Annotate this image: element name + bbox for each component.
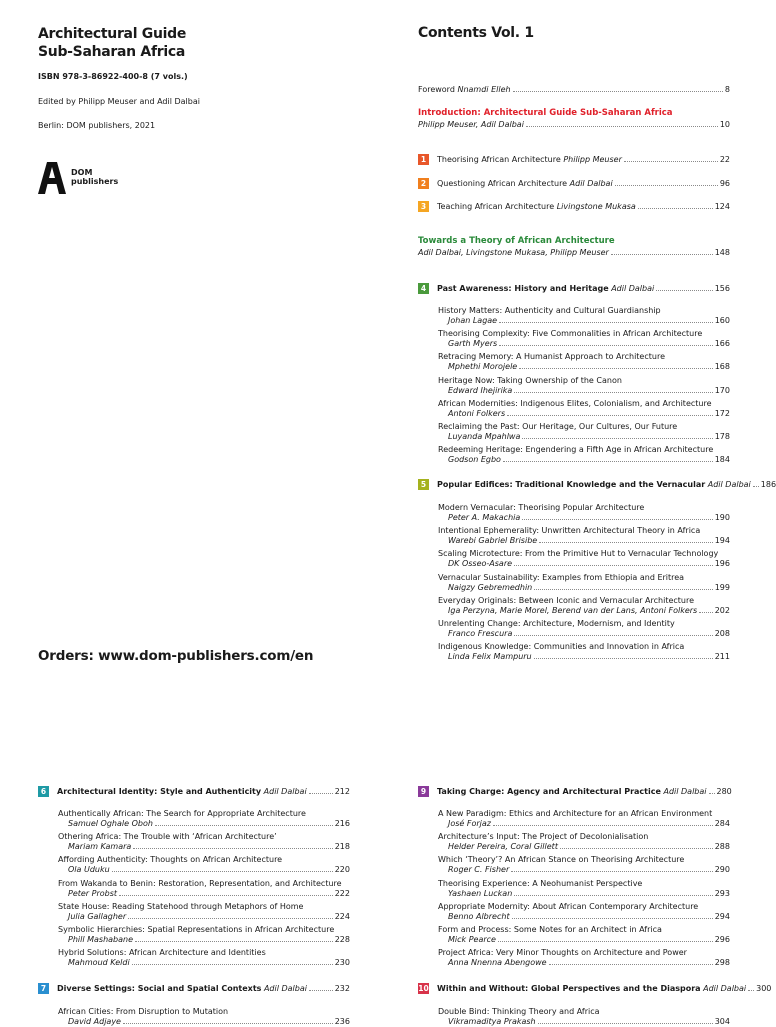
chapter-author: Adil Dalbai bbox=[707, 480, 751, 489]
dot-leader bbox=[514, 889, 712, 896]
page-number: 236 bbox=[334, 1017, 350, 1026]
toc-chapter-5[interactable] bbox=[418, 479, 776, 490]
page-number: 224 bbox=[334, 911, 350, 921]
article-author: DK Osseo-Asare bbox=[448, 559, 513, 569]
logo-text-dom: DOM bbox=[71, 168, 93, 177]
chapter-title: Diverse Settings: Social and Spatial Contexts bbox=[57, 984, 262, 993]
page-number: 170 bbox=[714, 385, 730, 395]
dot-leader bbox=[514, 386, 712, 393]
page-number: 190 bbox=[714, 513, 730, 522]
page-number: 228 bbox=[334, 935, 350, 944]
page-number: 184 bbox=[714, 455, 730, 465]
article-author: Mphethi Morojele bbox=[448, 362, 518, 372]
dot-leader bbox=[493, 819, 713, 826]
chapter-author: Adil Dalbai bbox=[263, 787, 307, 796]
page-number: 168 bbox=[714, 362, 730, 372]
chapter-text bbox=[437, 480, 751, 490]
dot-leader bbox=[511, 865, 712, 872]
isbn: ISBN 978-3-86922-400-8 (7 vols.) bbox=[38, 72, 188, 81]
chapter-author: Livingstone Mukasa bbox=[556, 202, 636, 211]
article-title[interactable]: Affording Authenticity: Thoughts on African Architecture bbox=[58, 855, 283, 865]
article-author: Samuel Oghale Oboh bbox=[68, 819, 153, 828]
chapter-title: Architectural Identity: Style and Authenticity bbox=[57, 787, 262, 796]
chapter-text bbox=[437, 284, 654, 294]
article-title[interactable]: Symbolic Hierarchies: Spatial Representations in African Architecture bbox=[58, 925, 335, 934]
book-title-line1: Architectural Guide bbox=[38, 26, 187, 42]
article-title[interactable]: Theorising Experience: A Neohumanist Perspective bbox=[438, 878, 643, 888]
chapter-title: Within and Without: Global Perspectives and the Diaspora bbox=[437, 984, 701, 993]
foreword-page: 8 bbox=[724, 85, 730, 94]
dot-leader bbox=[748, 984, 754, 991]
toc-article[interactable] bbox=[68, 935, 350, 945]
article-title[interactable]: African Cities: From Disruption to Mutation bbox=[58, 1007, 229, 1016]
dot-leader bbox=[638, 202, 713, 209]
toc-article[interactable] bbox=[448, 606, 730, 616]
towards-page: 148 bbox=[714, 248, 730, 257]
chapter-text bbox=[437, 202, 636, 212]
dot-leader bbox=[309, 787, 333, 794]
article-title[interactable]: Heritage Now: Taking Ownership of the Canon bbox=[438, 375, 622, 385]
dot-leader bbox=[560, 842, 713, 849]
toc-foreword[interactable] bbox=[418, 85, 730, 95]
dot-leader bbox=[656, 284, 712, 291]
article-title[interactable]: Which ‘Theory’? An African Stance on Theorising Architecture bbox=[438, 855, 685, 865]
dot-leader bbox=[513, 85, 723, 92]
article-title[interactable]: Reclaiming the Past: Our Heritage, Our Cultures, Our Future bbox=[438, 422, 678, 431]
article-author: Warebi Gabriel Brisibe bbox=[448, 536, 538, 546]
article-author: Ola Uduku bbox=[68, 865, 110, 875]
article-title[interactable]: Vernacular Sustainability: Examples from Ethiopia and Eritrea bbox=[438, 572, 685, 582]
dot-leader bbox=[133, 842, 332, 849]
page-number: 202 bbox=[714, 605, 730, 615]
intro-authors: Philipp Meuser, Adil Dalbai bbox=[418, 120, 524, 129]
toc-article[interactable] bbox=[448, 583, 730, 593]
dot-leader bbox=[512, 912, 713, 919]
page-number: 166 bbox=[714, 339, 730, 349]
dot-leader bbox=[309, 984, 333, 991]
page-number: 230 bbox=[334, 958, 350, 968]
article-author: Garth Myers bbox=[448, 339, 498, 349]
chapter-author: Adil Dalbai bbox=[663, 787, 707, 796]
page-number: 194 bbox=[714, 536, 730, 546]
article-author: Iga Perzyna, Marie Morel, Berend van der Lans, Antoni Folkers bbox=[448, 605, 698, 615]
dot-leader bbox=[503, 455, 713, 462]
chapter-text bbox=[437, 984, 746, 994]
dot-leader bbox=[123, 1017, 333, 1024]
dot-leader bbox=[534, 583, 712, 590]
article-author: Johan Lagae bbox=[448, 316, 498, 325]
publication-place: Berlin: DOM publishers, 2021 bbox=[38, 121, 156, 130]
article-title[interactable]: State House: Reading Statehood through Metaphors of Home bbox=[58, 901, 304, 911]
chapter-author: Adil Dalbai bbox=[611, 284, 655, 293]
page-number: 212 bbox=[334, 787, 350, 796]
dot-leader bbox=[135, 935, 333, 942]
dom-publishers-logo bbox=[38, 162, 158, 196]
dot-leader bbox=[699, 606, 712, 613]
dot-leader bbox=[498, 935, 713, 942]
page-number: 293 bbox=[714, 888, 730, 898]
article-title[interactable]: Intentional Ephemerality: Unwritten Architectural Theory in Africa bbox=[438, 526, 701, 536]
article-title[interactable]: History Matters: Authenticity and Cultural Guardianship bbox=[438, 306, 661, 315]
foreword-author: Nnamdi Elleh bbox=[457, 85, 511, 94]
book-title-line2: Sub-Saharan Africa bbox=[38, 44, 185, 60]
page-number: 160 bbox=[714, 316, 730, 325]
article-author: Benno Albrecht bbox=[448, 911, 510, 921]
article-title[interactable]: Double Bind: Thinking Theory and Africa bbox=[438, 1007, 600, 1016]
article-author: Yashaen Luckan bbox=[448, 888, 513, 898]
page-number: 156 bbox=[714, 284, 730, 293]
article-title[interactable]: Appropriate Modernity: About African Contemporary Architecture bbox=[438, 901, 699, 911]
chapter-title: Questioning African Architecture bbox=[437, 179, 568, 188]
dot-leader bbox=[753, 480, 759, 487]
chapter-number-badge: 3 bbox=[418, 201, 429, 212]
article-author: Luyanda Mpahlwa bbox=[448, 432, 521, 441]
chapter-number-badge: 2 bbox=[418, 178, 429, 189]
towards-authors: Adil Dalbai, Livingstone Mukasa, Philipp Meuser bbox=[418, 248, 609, 257]
chapter-text bbox=[437, 787, 707, 797]
chapter-title: Taking Charge: Agency and Architectural Practice bbox=[437, 787, 661, 796]
chapter-number-badge: 1 bbox=[418, 154, 429, 165]
article-title[interactable]: From Wakanda to Benin: Restoration, Representation, and Architecture bbox=[58, 878, 342, 888]
page-number: 211 bbox=[714, 652, 730, 662]
article-author: Mahmoud Keldi bbox=[68, 958, 130, 968]
dot-leader bbox=[499, 339, 713, 346]
toc-article[interactable] bbox=[448, 889, 730, 899]
dot-leader bbox=[522, 513, 712, 520]
toc-article[interactable] bbox=[448, 958, 730, 968]
article-author: Julia Gallagher bbox=[68, 911, 127, 921]
dot-leader bbox=[538, 1017, 713, 1024]
toc-article[interactable] bbox=[448, 559, 730, 569]
toc-article[interactable] bbox=[448, 935, 730, 945]
dot-leader bbox=[499, 316, 713, 323]
dot-leader bbox=[522, 432, 712, 439]
page-number: 216 bbox=[334, 819, 350, 828]
toc-article[interactable] bbox=[448, 536, 730, 546]
toc-article[interactable] bbox=[448, 629, 730, 639]
dot-leader bbox=[128, 912, 333, 919]
page-number: 294 bbox=[714, 911, 730, 921]
article-title[interactable]: Unrelenting Change: Architecture, Modernism, and Identity bbox=[438, 619, 675, 628]
article-author: Roger C. Fisher bbox=[448, 865, 510, 875]
dot-leader bbox=[526, 120, 718, 127]
chapter-author: Philipp Meuser bbox=[563, 155, 622, 164]
dot-leader bbox=[132, 958, 333, 965]
toc-article[interactable] bbox=[448, 652, 730, 662]
chapter-number-badge: 9 bbox=[418, 786, 429, 797]
article-title[interactable]: A New Paradigm: Ethics and Architecture for an African Environment bbox=[438, 809, 713, 818]
toc-article[interactable] bbox=[68, 819, 350, 829]
article-title[interactable]: Othering Africa: The Trouble with ‘African Architecture’ bbox=[58, 832, 277, 842]
toc-chapter-10[interactable] bbox=[418, 983, 772, 994]
dot-leader bbox=[514, 559, 713, 566]
chapter-title: Theorising African Architecture bbox=[437, 155, 561, 164]
toc-article[interactable] bbox=[448, 386, 730, 396]
page-number: 218 bbox=[334, 842, 350, 852]
toc-article[interactable] bbox=[448, 362, 730, 372]
dot-leader bbox=[624, 155, 718, 162]
dot-leader bbox=[112, 865, 333, 872]
article-author: Franco Frescura bbox=[448, 629, 513, 638]
article-author: Vikramaditya Prakash bbox=[448, 1017, 536, 1026]
toc-chapter-3[interactable] bbox=[418, 201, 730, 212]
toc-article[interactable] bbox=[448, 1017, 730, 1027]
article-title[interactable]: Theorising Complexity: Five Commonalities in African Architecture bbox=[438, 329, 703, 339]
toc-article[interactable] bbox=[448, 409, 730, 419]
toc-article[interactable] bbox=[448, 819, 730, 829]
article-title[interactable]: Redeeming Heritage: Engendering a Fifth Age in African Architecture bbox=[438, 445, 714, 455]
foreword-label: Foreword bbox=[418, 85, 455, 94]
page-number: 280 bbox=[716, 787, 732, 796]
article-title[interactable]: Authentically African: The Search for Appropriate Architecture bbox=[58, 809, 306, 818]
chapter-title: Past Awareness: History and Heritage bbox=[437, 284, 609, 293]
page-number: 288 bbox=[714, 842, 730, 852]
orders-link[interactable]: Orders: www.dom-publishers.com/en bbox=[38, 648, 314, 664]
chapter-title: Popular Edifices: Traditional Knowledge and the Vernacular bbox=[437, 480, 706, 489]
page-number: 208 bbox=[714, 629, 730, 638]
article-title[interactable]: Project Africa: Very Minor Thoughts on Architecture and Power bbox=[438, 948, 687, 958]
toc-article[interactable] bbox=[448, 316, 730, 326]
book-title bbox=[38, 25, 338, 61]
page-number: 232 bbox=[334, 984, 350, 993]
article-title[interactable]: Modern Vernacular: Theorising Popular Architecture bbox=[438, 503, 645, 512]
dot-leader bbox=[539, 536, 713, 543]
chapter-text bbox=[437, 155, 622, 165]
article-title[interactable]: Retracing Memory: A Humanist Approach to Architecture bbox=[438, 352, 665, 362]
page-number: 290 bbox=[714, 865, 730, 875]
article-author: Godson Egbo bbox=[448, 455, 501, 465]
dot-leader bbox=[615, 179, 718, 186]
dot-leader bbox=[611, 248, 713, 255]
article-author: Anna Nnenna Abengowe bbox=[448, 958, 547, 968]
article-title[interactable]: African Modernities: Indigenous Elites, Colonialism, and Architecture bbox=[438, 398, 712, 408]
article-author: José Forjaz bbox=[448, 819, 491, 828]
toc-article[interactable] bbox=[68, 912, 350, 922]
toc-article[interactable] bbox=[68, 958, 350, 968]
toc-article[interactable] bbox=[68, 889, 350, 899]
article-author: Mick Pearce bbox=[448, 935, 496, 944]
article-author: David Adjaye bbox=[68, 1017, 121, 1026]
article-author: Linda Felix Mampuru bbox=[448, 652, 532, 662]
page-number: 284 bbox=[714, 819, 730, 828]
chapter-text bbox=[437, 179, 613, 189]
toc-article[interactable] bbox=[448, 339, 730, 349]
article-author: Mariam Kamara bbox=[68, 842, 132, 852]
toc-article[interactable] bbox=[68, 865, 350, 875]
chapter-author: Adil Dalbai bbox=[703, 984, 747, 993]
intro-title[interactable]: Introduction: Architectural Guide Sub-Saharan Africa bbox=[418, 108, 673, 118]
page-number: 199 bbox=[714, 582, 730, 592]
toc-article[interactable] bbox=[68, 1017, 350, 1027]
toc-chapter-6[interactable] bbox=[38, 786, 350, 797]
page-number: 222 bbox=[334, 888, 350, 898]
page-number: 296 bbox=[714, 935, 730, 944]
chapter-number-badge: 4 bbox=[418, 283, 429, 294]
article-title[interactable]: Hybrid Solutions: African Architecture and Identities bbox=[58, 948, 266, 958]
logo-text-publishers: publishers bbox=[71, 177, 119, 186]
chapter-number-badge: 10 bbox=[418, 984, 429, 993]
article-author: Antoni Folkers bbox=[448, 408, 506, 418]
dot-leader bbox=[514, 629, 712, 636]
dot-leader bbox=[549, 958, 713, 965]
toc-chapter-1[interactable] bbox=[418, 154, 730, 165]
toc-chapter-4[interactable] bbox=[418, 283, 730, 294]
chapter-number-badge: 6 bbox=[38, 786, 49, 797]
dot-leader bbox=[519, 362, 713, 369]
toc-article[interactable] bbox=[68, 842, 350, 852]
article-title[interactable]: Indigenous Knowledge: Communities and Innovation in Africa bbox=[438, 642, 685, 652]
toc-article[interactable] bbox=[448, 865, 730, 875]
article-title[interactable]: Architecture’s Input: The Project of Decolonialisation bbox=[438, 832, 649, 842]
dot-leader bbox=[507, 409, 713, 416]
toc-intro-authors bbox=[418, 120, 730, 130]
dot-leader bbox=[709, 787, 715, 794]
article-title[interactable]: Form and Process: Some Notes for an Architect in Africa bbox=[438, 925, 662, 934]
dot-leader bbox=[534, 652, 713, 659]
article-author: Naigzy Gebremedhin bbox=[448, 582, 533, 592]
chapter-title: Teaching African Architecture bbox=[437, 202, 555, 211]
chapter-text bbox=[57, 787, 307, 797]
intro-page: 10 bbox=[719, 120, 730, 129]
toc-article[interactable] bbox=[448, 912, 730, 922]
dot-leader bbox=[119, 889, 333, 896]
toc-chapter-9[interactable] bbox=[418, 786, 730, 797]
article-title[interactable]: Everyday Originals: Between Iconic and Vernacular Architecture bbox=[438, 595, 695, 605]
chapter-text bbox=[57, 984, 307, 994]
article-author: Peter A. Makachia bbox=[448, 513, 521, 522]
toc-article[interactable] bbox=[448, 842, 730, 852]
article-author: Edward Ihejirika bbox=[448, 385, 513, 395]
page-number: 298 bbox=[714, 958, 730, 968]
contents-title: Contents Vol. 1 bbox=[418, 25, 534, 41]
chapter-number-badge: 7 bbox=[38, 983, 49, 994]
toc-article[interactable] bbox=[448, 455, 730, 465]
toc-chapter-2[interactable] bbox=[418, 178, 730, 189]
dot-leader bbox=[155, 819, 333, 826]
chapter-number-badge: 5 bbox=[418, 479, 429, 490]
page-number: 124 bbox=[714, 202, 730, 211]
article-title[interactable]: Scaling Microtecture: From the Primitive Hut to Vernacular Technology bbox=[438, 549, 719, 559]
chapter-author: Adil Dalbai bbox=[569, 179, 613, 188]
page-number: 96 bbox=[719, 179, 730, 188]
page-number: 220 bbox=[334, 865, 350, 875]
toc-towards-authors bbox=[418, 248, 730, 258]
page-number: 300 bbox=[756, 984, 772, 993]
page-number: 22 bbox=[719, 155, 730, 164]
editors: Edited by Philipp Meuser and Adil Dalbai bbox=[38, 97, 200, 106]
page-number: 196 bbox=[714, 559, 730, 569]
article-author: Phill Mashabane bbox=[68, 935, 134, 944]
page-number: 304 bbox=[714, 1017, 730, 1026]
toc-chapter-7[interactable] bbox=[38, 983, 350, 994]
page-number: 186 bbox=[760, 480, 776, 489]
page-number: 172 bbox=[714, 408, 730, 418]
dom-logo-mark-icon bbox=[38, 162, 66, 194]
article-author: Peter Probst bbox=[68, 888, 118, 898]
toc-article[interactable] bbox=[448, 432, 730, 442]
chapter-author: Adil Dalbai bbox=[263, 984, 307, 993]
towards-title[interactable]: Towards a Theory of African Architecture bbox=[418, 236, 615, 246]
page-number: 178 bbox=[714, 432, 730, 441]
toc-article[interactable] bbox=[448, 513, 730, 523]
article-author: Helder Pereira, Coral Gillett bbox=[448, 842, 558, 852]
